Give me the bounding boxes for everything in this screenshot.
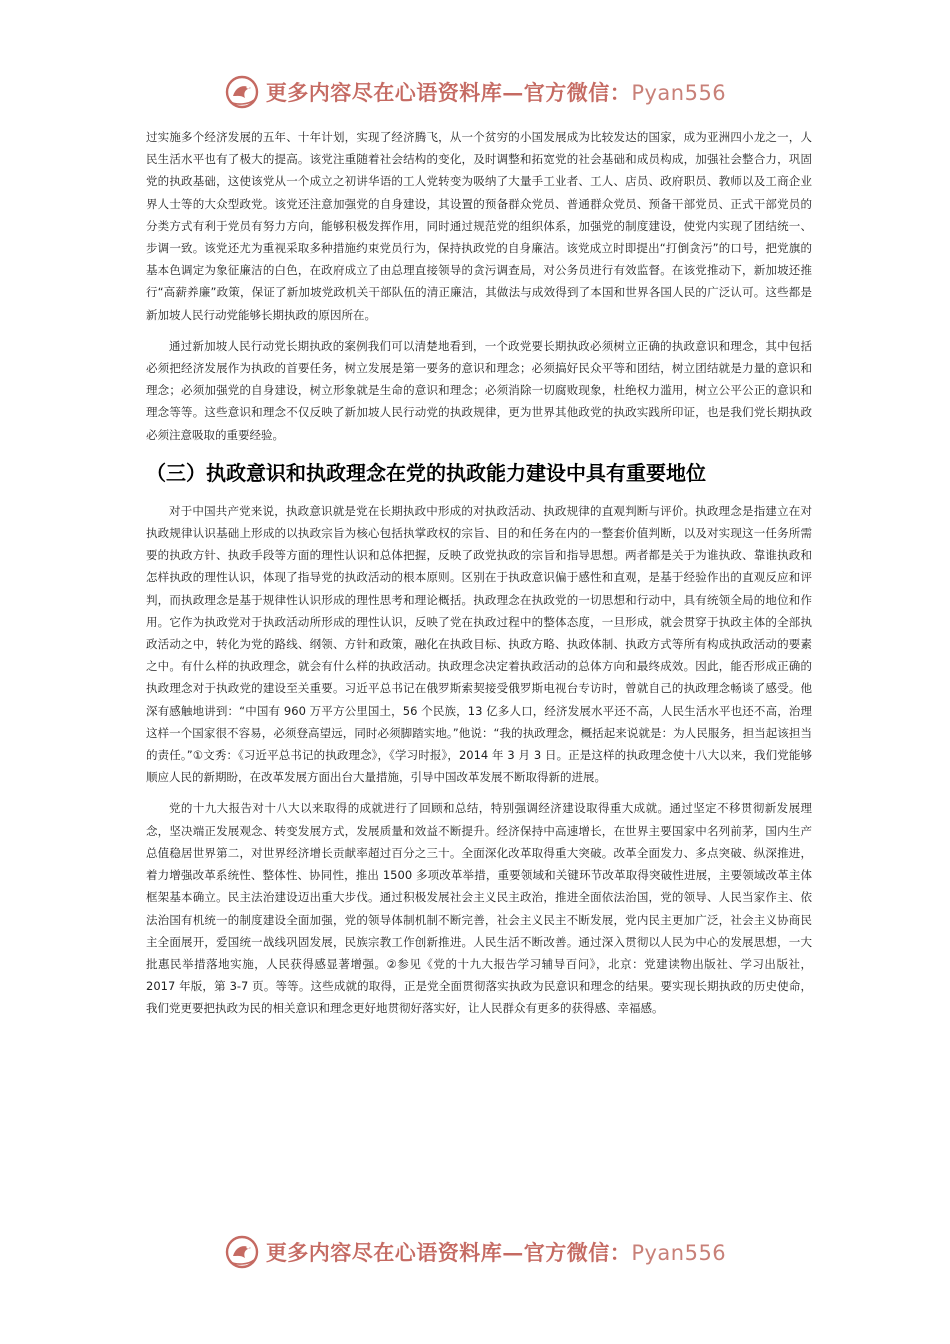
watermark-handle: Pyan556: [631, 1241, 727, 1265]
section-heading: （三）执政意识和执政理念在党的执政能力建设中具有重要地位: [146, 460, 706, 485]
dragon-seal-logo-icon: [224, 74, 260, 110]
watermark-text: 更多内容尽在心语资料库—官方微信：Pyan556: [265, 1240, 727, 1265]
section-paragraph-1: 对于中国共产党来说，执政意识就是党在长期执政中形成的对执政活动、执政规律的直观判断与评价。执政理念是指建立在对执政规律认识基础上形成的以执政宗旨为核心包括执掌政权的宗旨、目的和任务在内的一整套价值判断，以及对实现这一任务所需要的执政方针、执政手段等方面的理性认识和总体把握，反映了政党执政的宗旨和指导思想。两者都是关于为谁执政、靠谁执政和怎样执政的理性认识，体现了指导党的执政活动的根本原则。区别在于执政意识偏于感性和直观，是基于经验作出的直观反应和评判，而执政理念是基于规律性认识形成的理性思考和理论概括。执政理念在执政党的一切思想和行动中，具有统领全局的地位和作用。它作为执政党对于执政活动所形成的理性认识，反映了党在执政过程中的整体态度，一旦形成，就会贯穿于执政主体的全部执政活动之中，转化为党的路线、纲领、方针和政策，融化在执政目标、执政方略、执政体制、执政方式等所有构成执政活动的要素之中。有什么样的执政理念，就会有什么样的执政活动。执政理念决定着执政活动的总体方向和最终成效。因此，能否形成正确的执政理念对于执政党的建设至关重要。习近平总书记在俄罗斯索契接受俄罗斯电视台专访时，曾就自己的执政理念畅谈了感受。他深有感触地讲到：“中国有 960 万平方公里国土，56 个民族，13 亿多人口，经济发展水平还不高，人民生活水平也还不高，治理这样一个国家很不容易，必须登高望远，同时必须脚踏实地。”他说：“我的执政理念，概括起来说就是：为人民服务，担当起该担当的责任。”①文秀：《习近平总书记的执政理念》，《学习时报》，2014 年 3 月 3 日。正是这样的执政理念使十八大以来，我们党能够顺应人民的新期盼，在改革发展方面出台大量措施，引导中国改革发展不断取得新的进展。: [146, 503, 812, 785]
dragon-seal-logo-icon: [224, 1234, 260, 1270]
body-paragraph-1: 过实施多个经济发展的五年、十年计划，实现了经济腾飞，从一个贫穷的小国发展成为比较发达的国家，成为亚洲四小龙之一，人民生活水平也有了极大的提高。该党注重随着社会结构的变化，及时调整和拓宽党的社会基础和成员构成，加强社会整合力，巩固党的执政基础，这使该党从一个成立之初讲华语的工人党转变为吸纳了大量手工业者、工人、店员、政府职员、教师以及工商企业界人士等的大众型政党。该党还注意加强党的自身建设，其设置的预备群众党员、普通群众党员、预备干部党员、正式干部党员的分类方式有利于党员有努力方向，能够积极发挥作用，同时通过规范党的组织体系，加强党的制度建设，使党内实现了团结统一、步调一致。该党还尤为重视采取多种措施约束党员行为，保持执政党的自身廉洁。该党成立时即提出“打倒贪污”的口号，把党旗的基本色调定为象征廉洁的白色，在政府成立了由总理直接领导的贪污调查局，对公务员进行有效监督。在该党推动下，新加坡还推行“高薪养廉”政策，保证了新加坡党政机关干部队伍的清正廉洁，其做法与成效得到了本国和世界各国人民的广泛认可。这些都是新加坡人民行动党能够长期执政的原因所在。: [146, 130, 812, 322]
body-paragraph-2: 通过新加坡人民行动党长期执政的案例我们可以清楚地看到，一个政党要长期执政必须树立正确的执政意识和理念，其中包括必须把经济发展作为执政的首要任务，树立发展是第一要务的意识和理念；必须搞好民众平等和团结，树立团结就是力量的意识和理念；必须加强党的自身建设，树立形象就是生命的意识和理念；必须消除一切腐败现象，杜绝权力滥用，树立公平公正的意识和理念等等。这些意识和理念不仅反映了新加坡人民行动党的执政规律，更为世界其他政党的执政实践所印证，也是我们党长期执政必须注意吸取的重要经验。: [146, 338, 812, 442]
document-body: [146, 126, 812, 1020]
watermark-banner-top: [0, 72, 950, 112]
watermark-handle: Pyan556: [631, 81, 727, 105]
watermark-text: 更多内容尽在心语资料库—官方微信：Pyan556: [265, 80, 727, 105]
section-paragraph-2: 党的十九大报告对十八大以来取得的成就进行了回顾和总结，特别强调经济建设取得重大成就。通过坚定不移贯彻新发展理念，坚决端正发展观念、转变发展方式，发展质量和效益不断提升。经济保持中高速增长，在世界主要国家中名列前茅，国内生产总值稳居世界第二，对世界经济增长贡献率超过百分之三十。全面深化改革取得重大突破。改革全面发力、多点突破、纵深推进，着力增强改革系统性、整体性、协同性，推出 1500 多项改革举措，重要领域和关键环节改革取得突破性进展，主要领域改革主体框架基本确立。民主法治建设迈出重大步伐。通过积极发展社会主义民主政治，推进全面依法治国，党的领导、人民当家作主、依法治国有机统一的制度建设全面加强，党的领导体制机制不断完善，社会主义民主不断发展，党内民主更加广泛，社会主义协商民主全面展开，爱国统一战线巩固发展，民族宗教工作创新推进。人民生活不断改善。通过深入贯彻以人民为中心的发展思想，一大批惠民举措落地实施，人民获得感显著增强。②参见《党的十九大报告学习辅导百问》，北京：党建读物出版社、学习出版社，2017 年版，第 3-7 页。等等。这些成就的取得，正是党全面贯彻落实执政为民意识和理念的结果。要实现长期执政的历史使命，我们党更要把执政为民的相关意识和理念更好地贯彻好落实好，让人民群众有更多的获得感、幸福感。: [146, 801, 812, 1016]
watermark-banner-bottom: [0, 1232, 950, 1272]
